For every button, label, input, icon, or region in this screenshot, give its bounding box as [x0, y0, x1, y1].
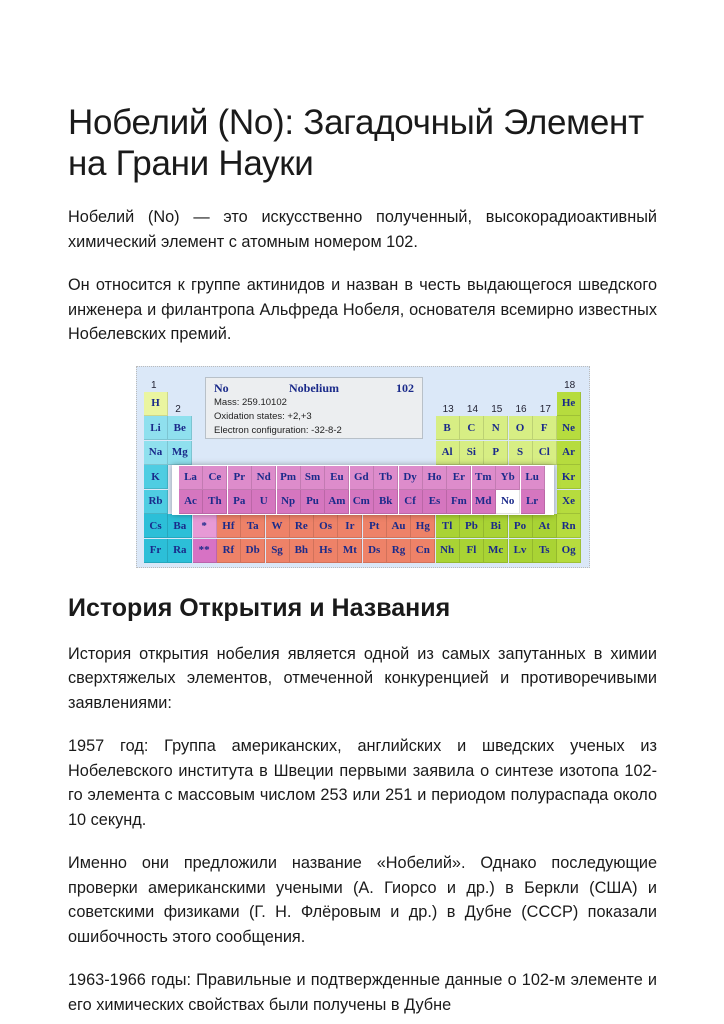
element-cell-Rg: Rg: [387, 539, 411, 563]
element-cell-Ar: Ar: [557, 441, 581, 465]
group-label: 2: [175, 404, 181, 415]
element-cell-Ds: Ds: [363, 539, 387, 563]
element-cell-Rf: Rf: [217, 539, 241, 563]
group-label: 1: [151, 379, 157, 391]
element-cell-Hg: Hg: [411, 514, 435, 538]
lanthanide-cell-Er: Er: [447, 466, 471, 490]
element-cell-Pb: Pb: [460, 514, 484, 538]
element-cell-Og: Og: [557, 539, 581, 563]
element-cell-Xe: Xe: [557, 490, 581, 514]
group-label: 16: [515, 404, 527, 415]
history-paragraph-2: 1957 год: Группа американских, английских и шведских ученых из Нобелевского института в Швеции первыми заявила о синтезе изотопа 102-го элемента с массовым числом 253 или 251 и периодом полураспада около 10 секунд.: [68, 737, 657, 829]
element-cell-Tl: Tl: [436, 514, 460, 538]
element-cell-Ra: Ra: [168, 539, 192, 563]
section-heading: История Открытия и Названия: [68, 593, 451, 622]
element-cell-Hf: Hf: [217, 514, 241, 538]
element-cell-Ir: Ir: [338, 514, 362, 538]
element-cell-Ta: Ta: [241, 514, 265, 538]
element-cell-Ne: Ne: [557, 416, 581, 440]
actinide-cell-Fm: Fm: [447, 490, 471, 514]
element-cell-starstar: **: [193, 539, 217, 563]
info-mass: Mass: 259.10102: [214, 396, 287, 408]
intro-paragraph-2: Он относится к группе актинидов и назван в честь выдающегося шведского инженера и филантропа Альфреда Нобеля, основателя всемирно известных Нобелевских премий.: [68, 276, 657, 343]
element-cell-C: C: [460, 416, 484, 440]
document-body: [68, 102, 657, 1024]
element-cell-N: N: [484, 416, 508, 440]
actinide-cell-Ac: Ac: [179, 490, 203, 514]
actinide-cell-Cf: Cf: [399, 490, 423, 514]
actinide-cell-Pu: Pu: [301, 490, 325, 514]
element-cell-Fr: Fr: [144, 539, 168, 563]
group-label: 15: [491, 404, 503, 415]
lanthanide-cell-Lu: Lu: [521, 466, 545, 490]
element-cell-Rb: Rb: [144, 490, 168, 514]
element-cell-Be: Be: [168, 416, 192, 440]
actinide-cell-Es: Es: [423, 490, 447, 514]
history-paragraph-4: 1963-1966 годы: Правильные и подтвержденные данные о 102-м элементе и его химических свойствах были получены в Дубне: [68, 971, 657, 1014]
element-cell-Cn: Cn: [411, 539, 435, 563]
element-cell-Re: Re: [290, 514, 314, 538]
actinide-cell-Pa: Pa: [228, 490, 252, 514]
info-name: Nobelium: [289, 380, 340, 395]
element-cell-W: W: [266, 514, 290, 538]
lanthanide-cell-Gd: Gd: [350, 466, 374, 490]
element-cell-Fl: Fl: [460, 539, 484, 563]
element-cell-Ts: Ts: [533, 539, 557, 563]
element-cell-Mc: Mc: [484, 539, 508, 563]
actinide-cell-Th: Th: [203, 490, 227, 514]
group-label: 13: [442, 404, 454, 415]
element-cell-P: P: [484, 441, 508, 465]
lanthanide-cell-Tm: Tm: [472, 466, 496, 490]
element-cell-At: At: [533, 514, 557, 538]
history-paragraph-3: Именно они предложили название «Нобелий». Однако последующие проверки американскими учеными (А. Гиорсо и др.) в Беркли (США) и советскими физиками (Г. Н. Флёровым и др.) в Дубне (СССР) показали ошибочность этого сообщения.: [68, 854, 657, 946]
lanthanide-cell-Yb: Yb: [496, 466, 520, 490]
figure-container: [68, 366, 657, 568]
element-cell-Bi: Bi: [484, 514, 508, 538]
actinide-cell-Am: Am: [325, 490, 349, 514]
info-config: Electron configuration: -32-8-2: [214, 424, 342, 436]
history-paragraph-1: История открытия нобелия является одной из самых запутанных в химии сверхтяжелых элементов, отмеченной конкуренцией и противоречивыми заявлениями:: [68, 644, 657, 712]
actinide-cell-Md: Md: [472, 490, 496, 514]
element-cell-Rn: Rn: [557, 514, 581, 538]
element-cell-Kr: Kr: [557, 465, 581, 489]
element-cell-Sg: Sg: [266, 539, 290, 563]
element-cell-B: B: [436, 416, 460, 440]
element-cell-Au: Au: [387, 514, 411, 538]
element-cell-Os: Os: [314, 514, 338, 538]
element-cell-Mg: Mg: [168, 441, 192, 465]
page-title: Нобелий (No): Загадочный Элемент на Грани Науки: [68, 103, 644, 183]
element-cell-star: *: [193, 514, 217, 538]
lanthanide-cell-Eu: Eu: [325, 466, 349, 490]
element-cell-Ba: Ba: [168, 514, 192, 538]
element-cell-S: S: [509, 441, 533, 465]
group-label: 18: [564, 379, 576, 391]
element-cell-F: F: [533, 416, 557, 440]
actinide-cell-U: U: [252, 490, 276, 514]
lanthanide-cell-Pm: Pm: [277, 466, 301, 490]
actinide-cell-Bk: Bk: [374, 490, 398, 514]
lanthanide-cell-Dy: Dy: [399, 466, 423, 490]
element-cell-Bh: Bh: [290, 539, 314, 563]
element-cell-Si: Si: [460, 441, 484, 465]
lanthanide-cell-Nd: Nd: [252, 466, 276, 490]
element-cell-O: O: [509, 416, 533, 440]
element-cell-Nh: Nh: [436, 539, 460, 563]
element-cell-Cs: Cs: [144, 514, 168, 538]
element-cell-Pt: Pt: [363, 514, 387, 538]
element-cell-K: K: [144, 465, 168, 489]
element-cell-H: H: [144, 392, 168, 416]
actinide-cell-Np: Np: [277, 490, 301, 514]
group-label: 17: [539, 404, 551, 415]
periodic-table-figure: [136, 366, 590, 568]
lanthanide-cell-Tb: Tb: [374, 466, 398, 490]
element-cell-Li: Li: [144, 416, 168, 440]
lanthanide-cell-Pr: Pr: [228, 466, 252, 490]
element-cell-Cl: Cl: [533, 441, 557, 465]
actinide-cell-No: No: [496, 490, 520, 514]
element-info-box: [205, 377, 423, 439]
intro-paragraph-1: Нобелий (No) — это искусственно полученный, высокорадиоактивный химический элемент с атомным номером 102.: [68, 208, 657, 251]
lanthanide-cell-Sm: Sm: [301, 466, 325, 490]
element-cell-Hs: Hs: [314, 539, 338, 563]
group-label: 14: [466, 404, 479, 415]
element-cell-Po: Po: [509, 514, 533, 538]
element-cell-Al: Al: [436, 441, 460, 465]
lanthanide-cell-Ho: Ho: [423, 466, 447, 490]
actinide-cell-Cm: Cm: [350, 490, 374, 514]
actinide-cell-Lr: Lr: [521, 490, 545, 514]
element-cell-Na: Na: [144, 441, 168, 465]
element-cell-Mt: Mt: [338, 539, 362, 563]
info-oxidation: Oxidation states: +2,+3: [214, 410, 312, 422]
element-cell-Lv: Lv: [509, 539, 533, 563]
element-cell-Db: Db: [241, 539, 265, 563]
info-number: 102: [396, 380, 414, 395]
element-cell-He: He: [557, 392, 581, 416]
lanthanide-cell-La: La: [179, 466, 203, 490]
lanthanide-cell-Ce: Ce: [203, 466, 227, 490]
info-symbol: No: [214, 380, 229, 395]
